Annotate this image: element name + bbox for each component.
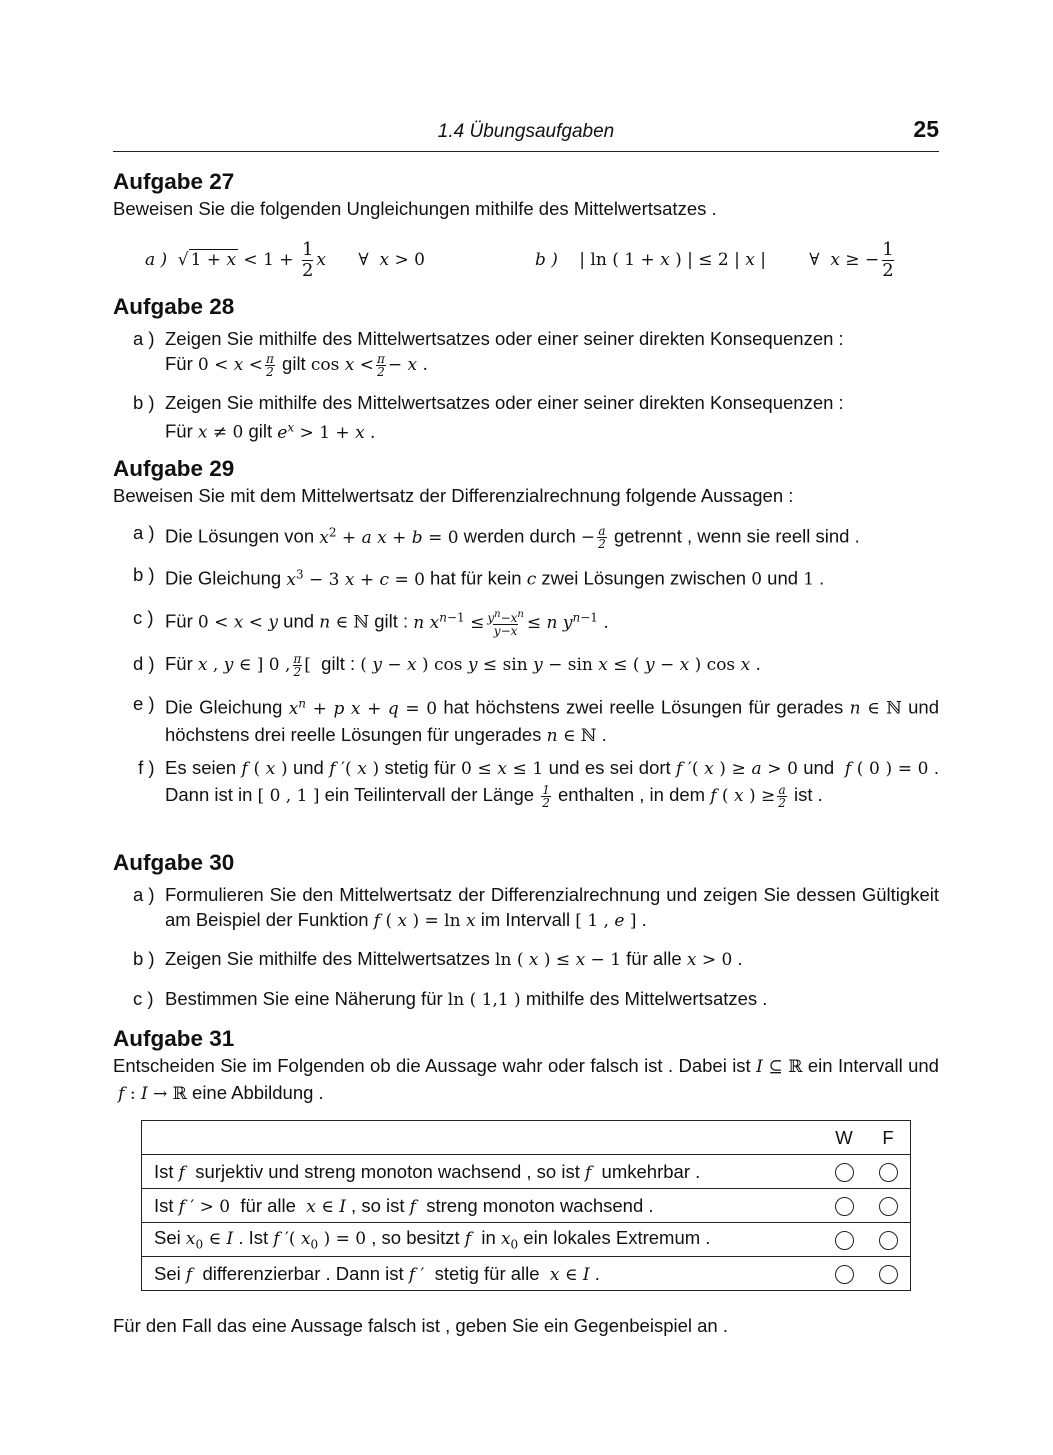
exercise-30-title: Aufgabe 30 <box>113 850 235 875</box>
radio-true[interactable] <box>835 1265 854 1284</box>
exercise-28-a: a ) Zeigen Sie mithilfe des Mittelwertsatzes oder einer seiner direkten Konsequenzen : Für 0 < x < $\frac{\pi}{2}$ gilt cos x < $\frac{\pi}{2}$ − x . <box>133 328 844 379</box>
column-w: W <box>822 1121 866 1155</box>
exercise-31-footer: Für den Fall das eine Aussage falsch ist , geben Sie ein Gegenbeispiel an . <box>113 1315 728 1336</box>
exercise-29-e: e ) Die Gleichung $x^n + p$ x + q = 0 hat höchstens zwei reelle Lösungen für gerades n ∈ ℕ und höchstens drei reelle Lösungen für ungerades n ∈ ℕ . <box>133 693 939 746</box>
formula-b-label: b ) <box>535 250 558 270</box>
running-header <box>113 118 939 152</box>
exercise-27-intro: Beweisen Sie die folgenden Ungleichungen mithilfe des Mittelwertsatzes . <box>113 198 717 219</box>
exercise-27-formulas <box>113 236 939 282</box>
true-false-table <box>141 1120 911 1291</box>
item-text: Zeigen Sie mithilfe des Mittelwertsatzes oder einer seiner direkten Konsequenzen : <box>165 392 844 413</box>
exercise-29-b: b ) Die Gleichung $x^3 - 3$ x + c = 0 hat für kein c zwei Lösungen zwischen 0 und 1 . <box>133 564 825 590</box>
column-f: F <box>866 1121 911 1155</box>
radio-false[interactable] <box>879 1231 898 1250</box>
item-label: b ) <box>133 392 155 413</box>
item-label: a ) <box>133 328 155 349</box>
radio-true[interactable] <box>835 1197 854 1216</box>
table-header-row <box>142 1121 911 1155</box>
exercise-31-intro: Entscheiden Sie im Folgenden ob die Aussage wahr oder falsch ist . Dabei ist I ⊆ ℝ ein Intervall und f : I → ℝ eine Abbildung . <box>113 1055 939 1104</box>
table-row: Sei $x_0$ ∈ I . Ist f ′( $x_0$ ) = 0 , so besitzt f in $x_0$ ein lokales Extremum . <box>142 1223 911 1257</box>
radio-false[interactable] <box>879 1265 898 1284</box>
exercise-30-c: c ) Bestimmen Sie eine Näherung für ln ( 1,1 ) mithilfe des Mittelwertsatzes . <box>133 988 768 1010</box>
exercise-31-title: Aufgabe 31 <box>113 1026 235 1051</box>
exercise-28-b: b ) Zeigen Sie mithilfe des Mittelwertsatzes oder einer seiner direkten Konsequenzen : Für x ≠ 0 gilt $e^x > 1 + x$ . <box>133 392 844 443</box>
page-number: 25 <box>913 116 939 142</box>
radio-false[interactable] <box>879 1197 898 1216</box>
formula-a-label: a ) <box>145 250 168 270</box>
exercise-30-b: b ) Zeigen Sie mithilfe des Mittelwertsatzes ln ( x ) ≤ x − 1 für alle x > 0 . <box>133 948 743 970</box>
exercise-28-title: Aufgabe 28 <box>113 294 235 319</box>
radio-false[interactable] <box>879 1163 898 1182</box>
exercise-29-c: c ) Für 0 < x < y und n ∈ ℕ gilt : n $x^{n-1}$ ≤ $\frac{y^n-x^n}{y-x}$ ≤ n $y^{n-1}$ . <box>133 607 609 638</box>
exercise-29-title: Aufgabe 29 <box>113 456 235 481</box>
formula-a: a ) √ 1 + x < 1 + $\frac{1}{2}$ x ∀ x > 0 <box>145 238 425 281</box>
table-row: Ist f surjektiv und streng monoton wachsend , so ist f umkehrbar . <box>142 1155 911 1189</box>
exercise-29-f: f ) Es seien f ( x ) und f ′( x ) stetig für 0 ≤ x ≤ 1 und es sei dort f ′( x ) ≥ a > 0 und f ( 0 ) = 0 . Dann ist in [ 0 , 1 ] ein Teilintervall der Länge $\frac{1}{2}$ enthalten , in dem f ( x ) ≥ $\frac{a}{2}$ ist . <box>133 757 939 810</box>
exercise-29-intro: Beweisen Sie mit dem Mittelwertsatz der Differenzialrechnung folgende Aussagen : <box>113 485 794 506</box>
exercise-30-a: a ) Formulieren Sie den Mittelwertsatz der Differenzialrechnung und zeigen Sie dessen Gültigkeit am Beispiel der Funktion f ( x ) = ln x im Intervall [ 1 , e ] . <box>133 884 939 931</box>
exercise-27-title: Aufgabe 27 <box>113 169 235 194</box>
table-row: Ist f ′ > 0 für alle x ∈ I , so ist f streng monoton wachsend . <box>142 1189 911 1223</box>
section-title: 1.4 Übungsaufgaben <box>437 121 615 142</box>
radio-true[interactable] <box>835 1163 854 1182</box>
exercise-29-a: a ) Die Lösungen von $x^2 + a$ x + b = 0 werden durch − $\frac{a}{2}$ getrennt , wenn sie reell sind . <box>133 522 860 552</box>
exercise-29-d: d ) Für x , y ∈ ] 0 , $\frac{\pi}{2}$ [ gilt : ( y − x ) cos y ≤ sin y − sin x ≤ ( y − x ) cos x . <box>133 651 761 679</box>
formula-b: b ) | ln ( 1 + x ) | ≤ 2 | x | ∀ x ≥ − $\frac{1}{2}$ <box>535 238 894 281</box>
table-row: Sei f differenzierbar . Dann ist f ′ stetig für alle x ∈ I . <box>142 1257 911 1291</box>
radio-true[interactable] <box>835 1231 854 1250</box>
item-text: Zeigen Sie mithilfe des Mittelwertsatzes oder einer seiner direkten Konsequenzen : <box>165 328 844 349</box>
